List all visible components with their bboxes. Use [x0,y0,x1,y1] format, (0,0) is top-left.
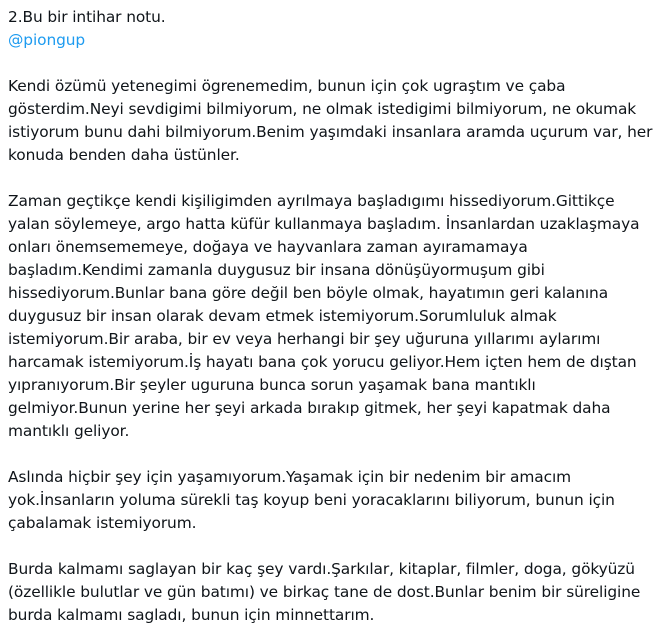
text-line: Aslında hiçbir şey için yaşamıyorum.Yaşamak için bir nedenim bir amacım [8,468,572,486]
text-line: yok.İnsanların yoluma sürekli taş koyup beni yoracaklarını biliyorum, bunun için [8,491,615,509]
text-line: istemiyorum.Bir araba, bir ev veya herhangi bir şey uğuruna yıllarımı aylarımı [8,330,601,348]
text-line: istiyorum bunu dahi bilmiyorum.Benim yaşımdaki insanlara aramda uçurum var, her [8,123,653,141]
text-line: çabalamak istemiyorum. [8,514,197,532]
text-line: onları önemsememeye, doğaya ve hayvanlara zaman ayıramamaya [8,238,528,256]
text-line: Burda kalmamı saglayan bir kaç şey vardı.Şarkılar, kitaplar, filmler, doga, gökyüzü [8,560,635,578]
text-line: başladım.Kendimi zamanla duygusuz bir insana dönüşüyormuşum gibi [8,261,545,279]
paragraph-4 [8,558,652,627]
text-line: mantıklı geliyor. [8,422,130,440]
text-line: konuda benden daha üstünler. [8,146,240,164]
text-line: gelmiyor.Bunun yerine her şeyi arkada bırakıp gitmek, her şeyi kapatmak daha [8,399,611,417]
paragraph-2 [8,190,652,443]
spacer [8,167,652,190]
paragraph-3 [8,466,652,535]
text-line: harcamak istemiyorum.İş hayatı bana çok yorucu geliyor.Hem içten hem de dıştan [8,353,637,371]
text-line: Zaman geçtikçe kendi kişiligimden ayrılmaya başladıgımı hissediyorum.Gittikçe [8,192,615,210]
spacer [8,52,652,75]
text-line: gösterdim.Neyi sevdigimi bilmiyorum, ne olmak istedigimi bilmiyorum, ne okumak [8,100,637,118]
post-title: 2.Bu bir intihar notu. [8,8,166,26]
paragraph-1 [8,75,652,167]
post-text [8,6,652,627]
text-line: Kendi özümü yetenegimi ögrenemedim, bunun için çok ugraştım ve çaba [8,77,566,95]
text-line: burda kalmamı sagladı, bunun için minnettarım. [8,606,375,624]
text-line: duygusuz bir insan olarak devam etmek istemiyorum.Sorumluluk almak [8,307,557,325]
text-line: hissediyorum.Bunlar bana göre değil ben böyle olmak, hayatımın geri kalanına [8,284,609,302]
spacer [8,443,652,466]
user-mention-link[interactable]: @piongup [8,31,86,49]
text-line: yıpranıyorum.Bir şeyler uguruna bunca sorun yaşamak bana mantıklı [8,376,536,394]
text-line: yalan söylemeye, argo hatta küfür kullanmaya başladım. İnsanlardan uzaklaşmaya [8,215,640,233]
text-line: (özellikle bulutlar ve gün batımı) ve birkaç tane de dost.Bunlar benim bir süreligine [8,583,641,601]
spacer [8,535,652,558]
